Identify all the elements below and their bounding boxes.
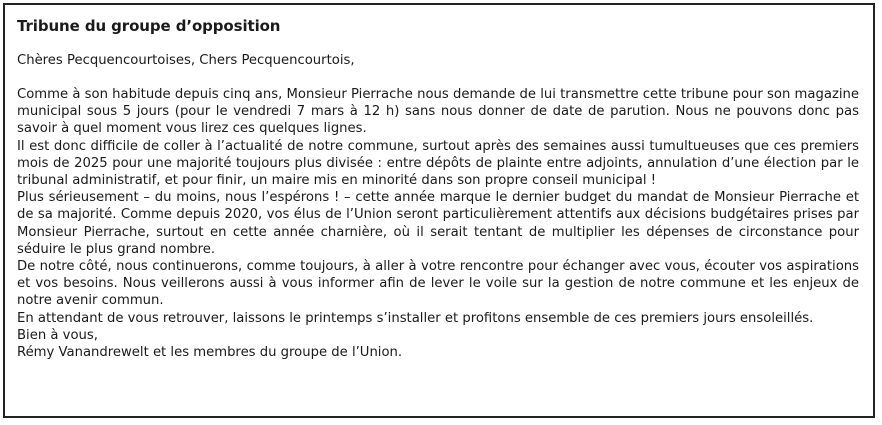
tribune-body	[17, 86, 859, 361]
tribune-title: Tribune du groupe d’opposition	[17, 17, 281, 35]
paragraph-budget: Plus sérieusement – du moins, nous l’espérons ! – cette année marque le dernier budget du mandat de Monsieur Pierrache et de sa majorité. Comme depuis 2020, vos élus de l’Union seront particulièrement attentifs aux décisions budgétaires prises par Monsieur Pierrache, surtout en cette année charnière, où il serait tentant de multiplier les dépenses de circonstance pour séduire le plus grand nombre.	[17, 190, 859, 257]
signature: Rémy Vanandrewelt et les membres du groupe de l’Union.	[17, 345, 403, 361]
opposition-tribune-box	[3, 3, 875, 418]
paragraph-intro: Comme à son habitude depuis cinq ans, Monsieur Pierrache nous demande de lui transmettre cette tribune pour son magazine municipal sous 5 jours (pour le vendredi 7 mars à 12 h) sans nous donner de date de parution. Nous ne pouvons donc pas savoir à quel moment vous lirez ces quelques lignes.	[17, 87, 859, 137]
sign-off: Bien à vous,	[17, 327, 98, 343]
paragraph-news: Il est donc difficile de coller à l’actualité de notre commune, surtout après des semaines aussi tumultueuses que ces premiers mois de 2025 pour une majorité toujours plus divisée : entre dépôts de plainte entre adjoints, annulation d’une élection par le tribunal administratif, et pour finir, un maire mis en minorité dans son propre conseil municipal !	[17, 138, 859, 189]
paragraph-commitment: De notre côté, nous continuerons, comme toujours, à aller à votre rencontre pour échanger avec vous, écouter vos aspirations et vos besoins. Nous veillerons aussi à vous informer afin de lever le voile sur la gestion de notre commune et les enjeux de notre avenir commun.	[17, 259, 859, 309]
greeting: Chères Pecquencourtoises, Chers Pecquencourtois,	[17, 53, 355, 68]
paragraph-closing: En attendant de vous retrouver, laissons le printemps s’installer et profitons ensemble de ces premiers jours ensoleillés.	[17, 310, 814, 326]
